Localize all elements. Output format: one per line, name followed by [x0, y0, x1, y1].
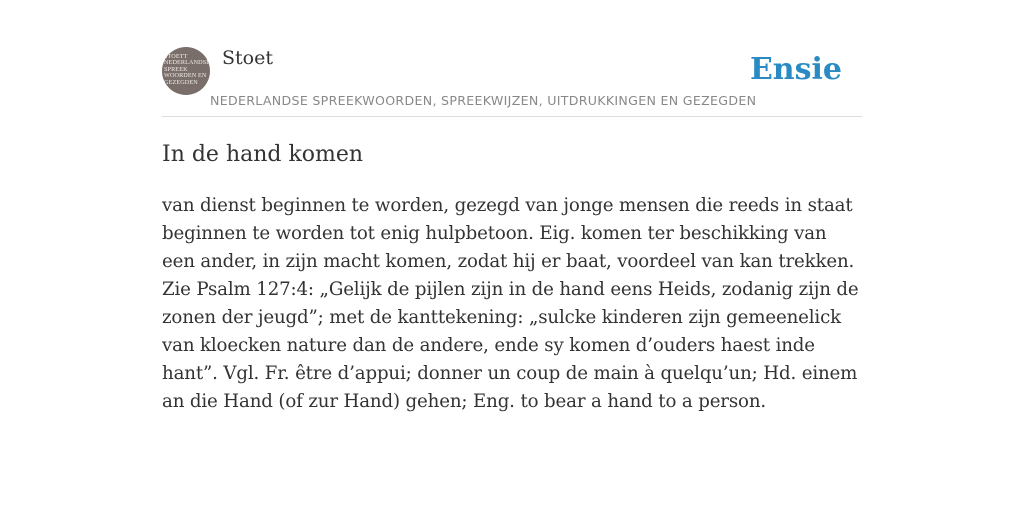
author-name[interactable]: Stoet — [222, 47, 273, 69]
header — [162, 46, 862, 117]
entry-definition: van dienst beginnen te worden, gezegd van jonge mensen die reeds in staat beginnen te worden tot enig hulpbetoon. Eig. komen ter beschikking van een ander, in zijn macht komen, zodat hij er baat, voordeel van kan trekken. Zie Psalm 127:4: „Gelijk de pijlen zijn in de hand eens Heids, zodanig zijn de zonen der jeugd”; met de kanttekening: „sulcke kinderen zijn gemeenelick van kloecken nature dan de andere, ende sy komen d’ouders haest inde hant”. Vgl. Fr. être d’appui; donner un coup de main à quelqu’un; Hd. einem an die Hand (of zur Hand) gehen; Eng. to bear a hand to a person. — [162, 195, 859, 412]
source-subtitle[interactable]: NEDERLANDSE SPREEKWOORDEN, SPREEKWIJZEN, UITDRUKKINGEN EN GEZEGDEN — [210, 93, 757, 108]
avatar[interactable] — [162, 47, 210, 95]
entry-title: In de hand komen — [162, 142, 364, 167]
brand-logo[interactable]: Ensie — [749, 52, 842, 87]
avatar-book-cover-text: STOETT NEDERLANDSE SPREEK WOORDEN EN GEZEGDEN — [164, 53, 210, 86]
